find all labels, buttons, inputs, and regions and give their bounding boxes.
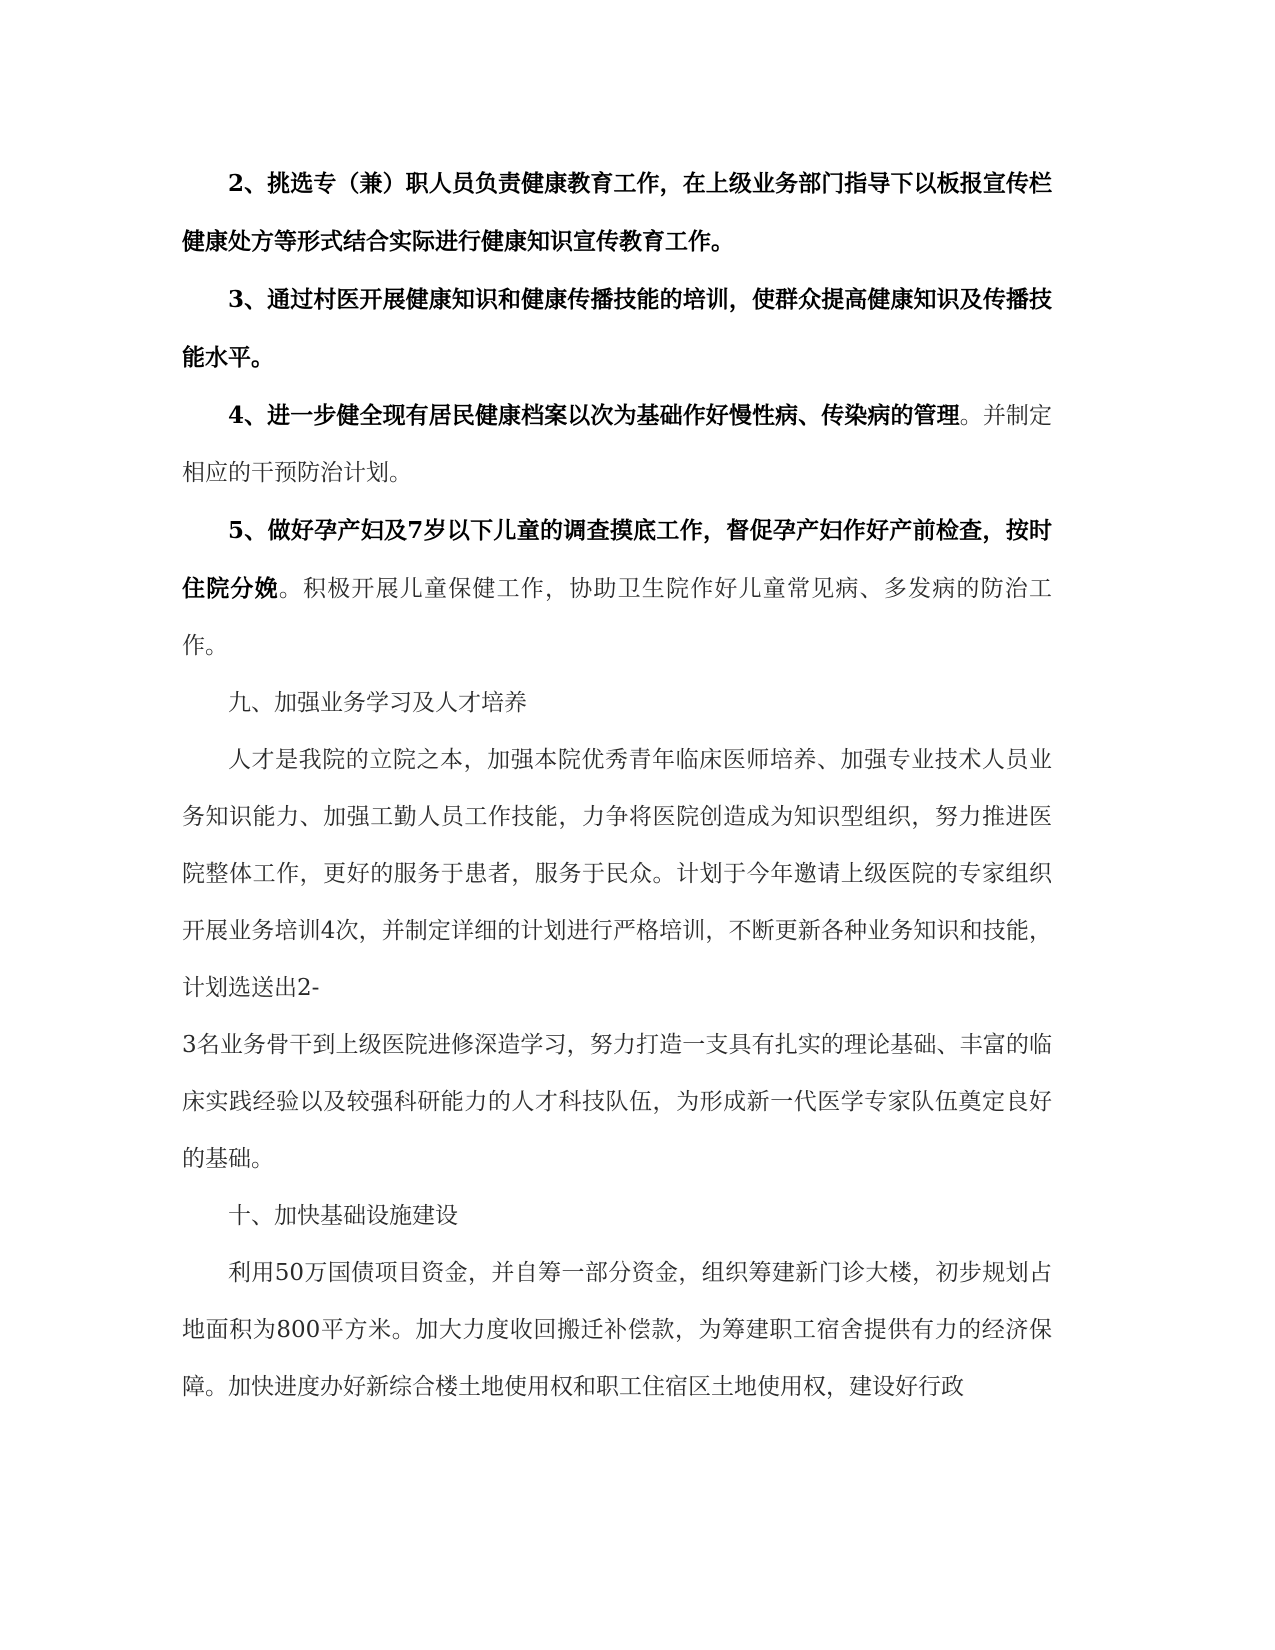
bold-text: 3、通过村医开展健康知识和健康传播技能的培训，使群众提高健康知识及传播技能水平。: [182, 286, 1052, 371]
section-9-body-part1: 人才是我院的立院之本，加强本院优秀青年临床医师培养、加强专业技术人员业务知识能力、加强工勤人员工作技能，力争将医院创造成为知识型组织，努力推进医院整体工作，更好的服务于患者，服务于民众。计划于今年邀请上级医院的专家组织开展业务培训4次，并制定详细的计划进行严格培训，不断更新各种业务知识和技能，计划选送出2-: [182, 747, 1052, 1001]
bold-text: 4、进一步健全现有居民健康档案以次为基础作好慢性病、传染病的管理: [228, 402, 960, 429]
paragraph-item-2: [182, 155, 1052, 271]
section-10-body: 利用50万国债项目资金，并自筹一部分资金，组织筹建新门诊大楼，初步规划占地面积为800平方米。加大力度收回搬迁补偿款，为筹建职工宿舍提供有力的经济保障。加快进度办好新综合楼土地使用权和职工住宿区土地使用权，建设好行政: [182, 1260, 1052, 1400]
bold-text: 5、做好孕产妇及7岁以下儿童的调查摸底工作，督促孕产妇作好产前检查，按时住院分娩: [182, 517, 1052, 602]
paragraph-item-5: [182, 502, 1052, 675]
paragraph-item-4: [182, 387, 1052, 502]
bold-text: 2、挑选专（兼）职人员负责健康教育工作，在上级业务部门指导下以板报宣传栏健康处方等形式结合实际进行健康知识宣传教育工作。: [182, 170, 1052, 255]
section-9-body-part2: 3名业务骨干到上级医院进修深造学习，努力打造一支具有扎实的理论基础、丰富的临床实践经验以及较强科研能力的人才科技队伍，为形成新一代医学专家队伍奠定良好的基础。: [182, 1032, 1052, 1172]
normal-text: 。并制定相应的干预防治计划。: [182, 403, 1052, 486]
section-10-heading: 十、加快基础设施建设: [228, 1203, 458, 1229]
section-9-heading: 九、加强业务学习及人才培养: [228, 690, 527, 716]
paragraph-item-3: [182, 271, 1052, 387]
document-body: [182, 155, 1052, 1416]
normal-text: 。积极开展儿童保健工作，协助卫生院作好儿童常见病、多发病的防治工作。: [182, 576, 1053, 659]
